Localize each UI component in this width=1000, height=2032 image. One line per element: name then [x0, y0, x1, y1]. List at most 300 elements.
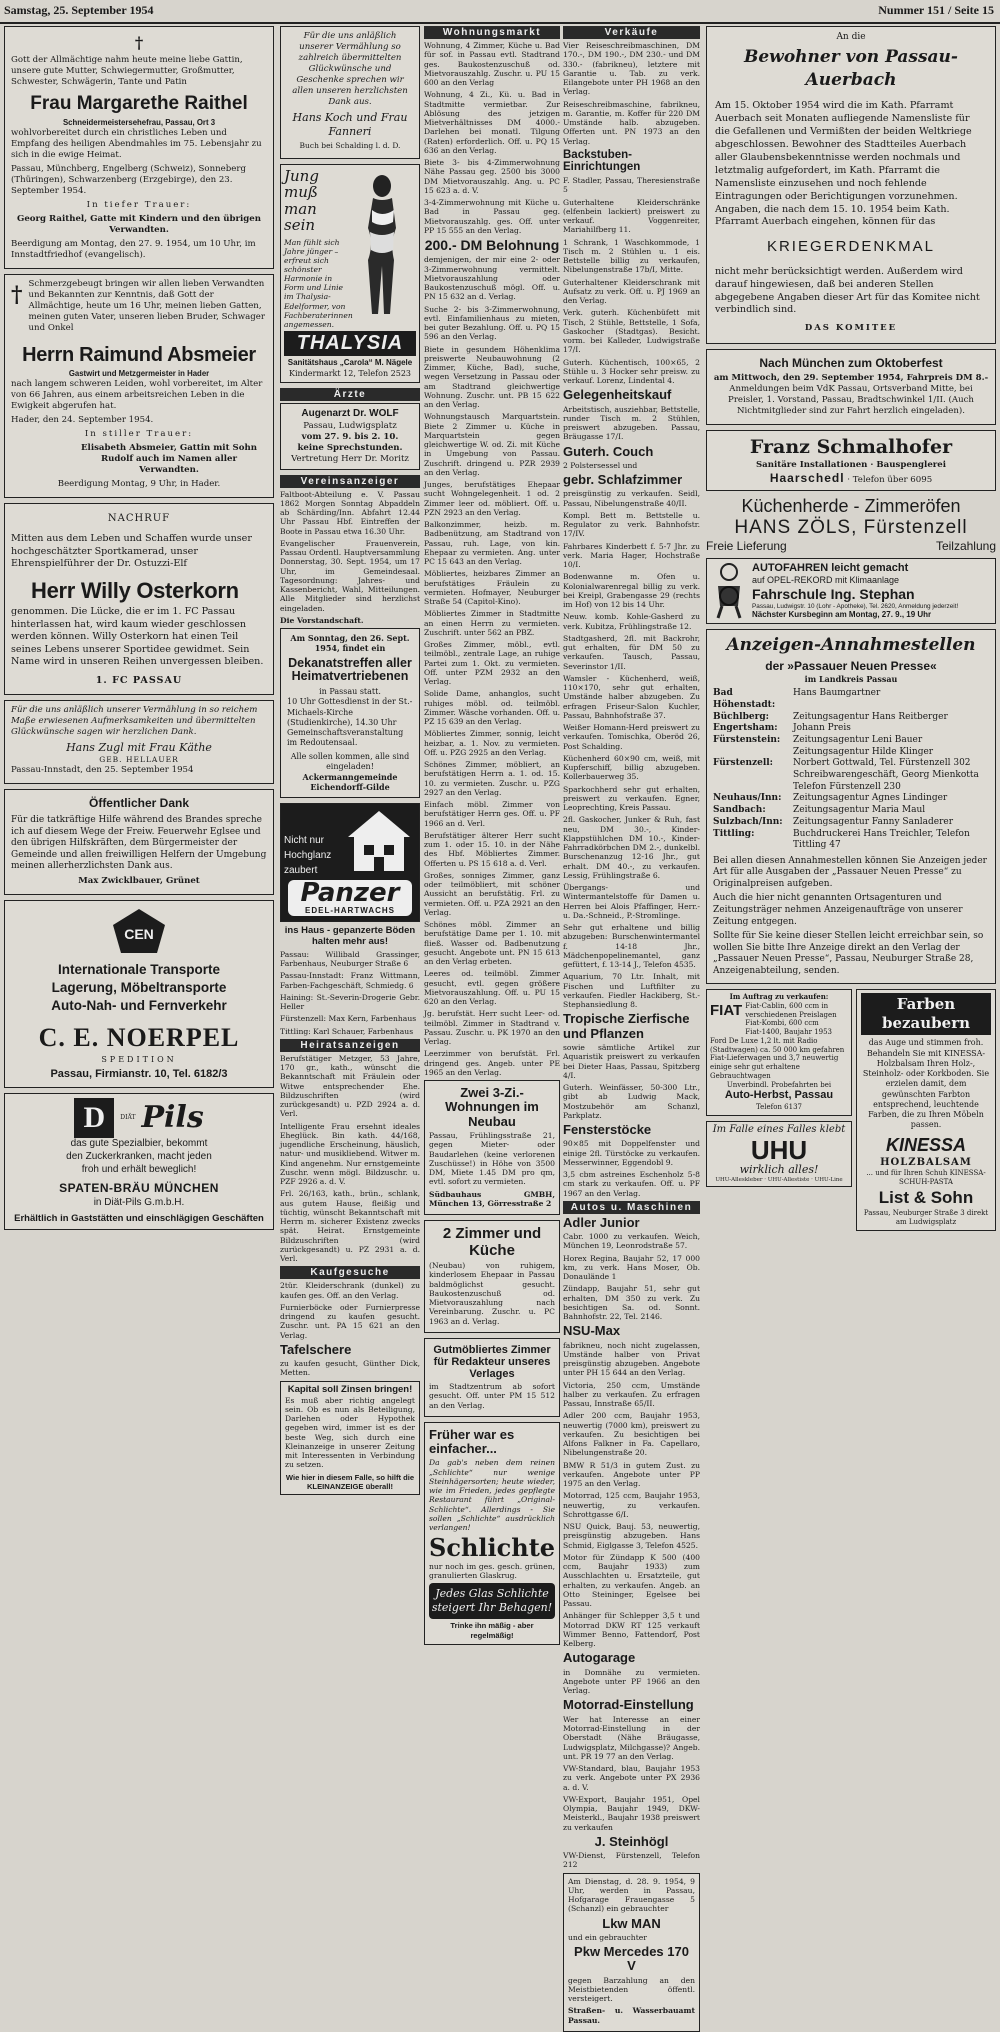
column-1: [4, 26, 274, 1400]
housing-ad: Balkonzimmer, heizb. m. Badbenützung, am Stadtrand von Passau, ruh. Lage, von kin. Ehepaar zu vermieten. Ang. unter PC 15 643 an den Verlag.: [424, 520, 560, 567]
sale-ad: Aquarium, 70 Ltr. Inhalt, mit Fischen und Luftfilter zu verkaufen. Fiedler Hackiberg, St.-Stephansiedlung 8.: [563, 972, 700, 1010]
annahme-town: Fürstenzell:: [713, 758, 774, 769]
annahme-town: Tittling:: [713, 828, 755, 839]
oktoberfest-date: am Mittwoch, den 29. September 1954, Fahrpreis DM 8.-: [713, 373, 989, 384]
annahme-row: [713, 735, 989, 747]
sale-ad: Motor für Zündapp K 500 (400 ccm, Baujahr 1933) zum Ausschlachten u. Ersatzteile, gut erhalten, zu verkaufen. Angeb. an Otto Steininger, Egelsee bei Passau.: [563, 1552, 700, 1609]
annahme-town: Neuhaus/Inn:: [713, 793, 782, 804]
cross-icon: †: [11, 281, 23, 308]
zwei-wohnungen-company: Südbauhaus GMBH, München 13, Görresstraße 2: [429, 1189, 555, 1208]
sale-ad: Übergangs- und Wintermantelstoffe für Damen u. Herren bei Alois Pfaffinger, Herr.- u. Da.-Schneid., P.-Stromlinge.: [563, 883, 700, 920]
housing-ad: Leeres od. teilmöbl. Zimmer gesucht, evtl. gegen größere Mietvorauszahlung. Off. u. PU 15 620 an den Verlag.: [424, 969, 560, 1007]
annahme-text: Sollte für Sie keine dieser Stellen leicht erreichbar sein, so wollen Sie bitte Ihre Anzeige direkt an den Verlag der „Passauer Neuen Presse“, Passau, Neuburger Straße 28, Anzeigenabteilung, senden.: [713, 931, 984, 976]
fahrschule-line-1: AUTOFAHREN leicht gemacht: [752, 561, 909, 574]
annahme-agency: Zeitungsagentur Fanny Sanladerer: [793, 816, 954, 827]
redakteur-zimmer-text: im Stadtzentrum ab sofort gesucht. Off. unter PM 15 512 an den Verlag.: [429, 1382, 555, 1410]
public-thanks-title: Öffentlicher Dank: [88, 795, 190, 810]
sale-ad: Reiseschreibmaschine, fabrikneu, m. Garantie, m. Koffer für 220 DM Umstände halb. abzugeben. Offerten unt. PN 1973 an den Verlag.: [563, 99, 700, 146]
sale-ad: 2 Polstersessel und: [563, 460, 638, 470]
housing-ad: Schönes möbl. Zimmer an berufstätige Dame per 1. 10. mit fließ. Wasser od. Badbenutzung gesucht. Angebote unt. PN 15 613 an den Verlag erbeten.: [424, 920, 560, 967]
deceased-name: Frau Margarethe Raithel: [30, 93, 248, 115]
public-thanks-text: Für die tatkräftige Hilfe während des Brandes spreche ich auf diesem Wege der Freiw. Feuerwehr Eglsee und den übrigen Hilfskräften, dem Bürgermeister der Gemeinde und allen freiwilligen Helfern der Umgebung meinen allerherzlichsten Dank aus.: [11, 815, 267, 872]
panzer-dealer: Passau-Innstadt: Franz Wittmann, Farben-Fachgeschäft, Schmiedg. 6: [280, 971, 420, 990]
auction-pkw: Pkw Mercedes 170 V: [574, 1944, 689, 1974]
panzer-dealer: Fürstenzell: Max Kern, Farbenhaus: [280, 1014, 417, 1024]
kapital-text: Es muß aber richtig angelegt sein. Ob es nun als Beteiligung, Darlehen oder Hypothek gegeben wird, immer ist es der beste Weg, sich durch eine Kleinanzeige in unserer Zeitung mit Interessenten in Verbindung zu setzen.: [285, 1395, 415, 1470]
header-date: Samstag, 25. September 1954: [4, 3, 154, 17]
sale-heading: Autogarage: [563, 1650, 636, 1666]
kinessa-title: Farben bezaubern: [861, 993, 991, 1035]
obituary-places: Passau, Münchberg, Engelberg (Schweiz), Sonneberg (Thüringen), Schwarzenberg (Erzgebirge), den 23. September 1954.: [11, 163, 246, 196]
annahme-town: Büchlberg:: [713, 711, 769, 722]
meeting-place: in Passau statt.: [319, 687, 381, 697]
diaet-label: DIÄT: [120, 1114, 136, 1122]
sale-ad: Arbeitstisch, ausziehbar, Bettstelle, runder Tisch m. 2 Stühlen, preiswert abzugeben. Passau, Bräugasse 17/I.: [563, 404, 700, 442]
sale-ad: Bodenwanne m. Ofen u. Kolonialwarenregal billig zu verk. bei Kreipl, Grabengasse 29 (rechts im Hof) von 12 bis 14 Uhr.: [563, 572, 700, 610]
section-kaufgesuche: Kaufgesuche: [280, 1266, 420, 1279]
redakteur-zimmer-title: Gutmöbliertes Zimmer für Redakteur unseres Verlages: [433, 1343, 551, 1380]
ad-kinessa: [856, 989, 996, 1231]
sale-ad: Sehr gut erhaltene und billig abzugeben: Burschenwintermantel f. 14-18 Jhr., Mädchenpopelinemantel, ganz gefüttert, f. 13-14 J., Telefon 4535.: [563, 923, 700, 970]
marriage-ad: Intelligente Frau ersehnt ideales Eheglück. Bin kath. 44/168, jugendliche Erscheinung, häuslich, natur- und musikliebend. Witwer m. Kind angenehm. Nur ernstgemeinte Zuschr. wenn mögl. Bildzuschr. u. PZF 2926 a. d. V.: [280, 1121, 420, 1186]
sale-heading: J. Steinhögl: [594, 1833, 669, 1849]
housing-ad: Wohnungstausch Marquartstein. Biete 2 Zimmer u. Küche in Marquartstein gegen gleichwertige W. od. Zi. mit Küche in Umgebung von Passau. Zuschrift. dringend u. PZR 2939 an den Verlag.: [424, 412, 560, 477]
ad-kapital: [280, 1381, 420, 1496]
column-3: [424, 26, 560, 1641]
housing-ad: Großes, sonniges Zimmer, ganz oder teilmöbliert, mit schöner Aussicht an berufstätig. Frl. zu vermieten. Off. u. PZA 2921 an den Verlag.: [424, 870, 560, 917]
ad-augenarzt: [280, 403, 420, 470]
sale-heading: Adler Junior: [563, 1214, 640, 1230]
sale-ad: BMW R 51/3 in gutem Zust. zu verkaufen. Angebote unter PP 1975 an den Verlag.: [563, 1460, 700, 1489]
sale-ad: Guterh. Weinfässer, 50-300 Ltr., gibt ab Ludwig Mack, Mostzubehör am Schanzl, Parkplatz.: [563, 1083, 700, 1120]
annahme-row: [713, 817, 989, 829]
obituary-osterkorn: [4, 503, 274, 695]
sale-ads-list: [563, 176, 700, 385]
sale-heading: gebr. Schlafzimmer: [563, 472, 683, 488]
pils-text-2: den Zuckerkranken, macht jeden: [66, 1150, 212, 1162]
noerpel-line-3: Auto-Nah- und Fernverkehr: [51, 998, 227, 1014]
pils-text-3: froh und erhält beweglich!: [81, 1163, 197, 1175]
house-icon: [344, 807, 414, 875]
deceased-occupation: Gastwirt und Metzgermeister in Hader: [68, 369, 210, 379]
housing-ad: Suche 2- bis 3-Zimmerwohnung, evtl. Einfamilienhaus zu mieten, bei guter Bezahlung. Off. u. PQ 15 596 an den Verlag.: [424, 304, 560, 342]
auction-authority: Straßen- u. Wasserbauamt Passau.: [568, 2006, 695, 2025]
annahme-agency: Zeitungsagentur Agnes Lindinger: [793, 793, 948, 804]
housing-ad: Möbliertes, heizbares Zimmer an berufstätiges Fräulein zu vermieten. Hofmayer, Neuburger Straße 54 (Capitol-Kino).: [424, 569, 560, 607]
annahme-agency: Hans Baumgartner: [793, 688, 881, 699]
pils-footer: Erhältlich in Gaststätten und einschlägigen Geschäften: [14, 1212, 264, 1224]
section-vereinsanzeiger: Vereinsanzeiger: [280, 475, 420, 488]
panzer-text-1: Nicht nur: [284, 834, 325, 846]
fiat-phone: Telefon 6137: [755, 1103, 802, 1112]
noerpel-line-1: Internationale Transporte: [57, 961, 221, 977]
sale-ad: in Domnähe zu vermieten. Angebote unter PF 1966 an den Verlag.: [563, 1667, 700, 1696]
club-ad-signature: Die Vorstandschaft.: [280, 615, 364, 625]
public-thanks-signature: Max Zwicklbauer, Grünet: [78, 875, 200, 886]
sale-ad: VW-Standard, blau, Baujahr 1953 zu verk. Angebote unter PX 2936 a. d. V.: [563, 1764, 700, 1792]
ad-fiat: [706, 989, 852, 1116]
sale-ad: Sparkochherd sehr gut erhalten, preiswert zu verkaufen. Egner, Leoprechting, Kreis Passau.: [563, 784, 700, 813]
annahme-agency: Zeitungsagentur Maria Maul: [793, 805, 926, 816]
meeting-invite: Alle sollen kommen, alle sind eingeladen!: [290, 751, 410, 771]
diaet-d-logo-icon: D: [74, 1098, 114, 1138]
noerpel-spedition: SPEDITION: [101, 1054, 177, 1064]
mourners: Elisabeth Absmeier, Gattin mit Sohn Rudolf auch im Namen aller Verwandten.: [81, 443, 257, 476]
doctor-dates: vom 27. 9. bis 2. 10.: [301, 431, 399, 442]
zoels-line-2: HANS ZÖLS, Fürstenzell: [734, 516, 968, 538]
sale-ad: Adler 200 ccm, Baujahr 1953, neuwertig (7000 km), preiswert zu verkaufen. Zu besichtigen bei Alfons Falkner in Fa. Capellaro, Nibelungenstraße 20.: [563, 1411, 700, 1458]
uhu-script: Im Falle eines Falles klebt: [712, 1123, 846, 1135]
thanks-maiden-name: GEB. HELLAUER: [99, 755, 179, 765]
wanted-ad: Furnierböcke oder Furnierpresse dringend zu kaufen gesucht. Zuschr. unt. PA 15 621 an den Verlag.: [280, 1302, 420, 1340]
panzer-dealer: Passau: Willibald Grassinger, Farbenhaus, Neuburger Straße 6: [280, 949, 420, 968]
fiat-item: Fiat-Kombi, 600 ccm: [745, 1019, 819, 1028]
wanted-ad: 2tür. Kleiderschrank (dunkel) zu kaufen ges. Off. an den Verlag.: [280, 1281, 420, 1300]
panzer-text-2: Hochglanz: [284, 849, 332, 861]
fahrschule-name: Fahrschule Ing. Stephan: [752, 585, 915, 602]
annahme-agency: Buchdruckerei Hans Treichler, Telefon Tittling 47: [793, 828, 970, 851]
doctor-name: Augenarzt Dr. WOLF: [301, 407, 399, 419]
ad-zoels: [706, 496, 996, 553]
obituary-text: Mitten aus dem Leben und Schaffen wurde unser hochgeschätzter Sportkamerad, unser Ehrenspielführer der Dr. Ostuzzi-Elf: [11, 533, 252, 570]
mourners: Georg Raithel, Gatte mit Kindern und den übrigen Verwandten.: [16, 213, 261, 235]
panzer-brand: Panzer: [300, 877, 400, 908]
mourning-heading: In stiller Trauer:: [84, 429, 194, 440]
obituary-text: Schmerzgebeugt bringen wir allen lieben Verwandten und Bekannten zur Kenntnis, daß Gott der Allmächtige, heute um 16 Uhr, meinen lieben Gatten, meinen guten Vater, unseren lieben Bruder, Schwager und Onkel: [28, 278, 265, 333]
section-wohnungsmarkt: Wohnungsmarkt: [424, 26, 560, 39]
zwei-zimmer-text: (Neubau) von ruhigem, kinderlosem Ehepaar in Passau baldmöglichst gesucht. Baukostenzuschuß od. Mietvorauszahlung nach Vereinbarung. Zuschr. u. PC 1963 an d. Verlag.: [429, 1261, 555, 1326]
sale-heading: Motorrad-Einstellung: [563, 1697, 694, 1713]
annahme-town: [713, 747, 793, 759]
sale-ad: sowie sämtliche Artikel zur Aquaristik preiswert zu verkaufen bei Dieter Haas, Passau, Spitzberg 4/I.: [563, 1043, 700, 1080]
meeting-organizer-1: Ackermanngemeinde: [302, 772, 398, 783]
obituary-signature: 1. FC PASSAU: [95, 674, 183, 686]
auerbach-text: Am 15. Oktober 1954 wird die im Kath. Pfarramt Auerbach seit Monaten aufliegende Namensliste für die Gefallenen und Vermißten der beiden Weltkriege abgeschlossen. Bewohner des Stadtteiles Auerbach aller Glaubensbekenntnisse werden nochmals und letztmalig aufgefordert, im Kath. Pfarramt die Namensliste einzusehen und noch fehlende Eintragungen oder Berichtigungen vorzunehmen. Angaben, die nach dem 15. 10. 1954 beim Kath. Pfarramt Auerbach eingehen, können für das: [715, 100, 972, 228]
mourning-heading: In tiefer Trauer:: [86, 199, 192, 210]
annahme-row: [713, 805, 989, 817]
housing-ad: Junges, berufstätiges Ehepaar sucht Wohngelegenheit. 1 od. 2 Zimmer leer od. möbliert. Off. u. PZN 2923 an den Verlag.: [424, 480, 560, 517]
sale-ad: preisgünstig zu verkaufen. Seidl, Passau, Nibelungenstraße 40/II.: [563, 489, 700, 508]
reward-heading: 200.- DM Belohnung: [424, 237, 560, 253]
sale-ad: Victoria, 250 ccm, Umstände halber zu verkaufen. Zu erfragen Passau, Innstraße 65/II.: [563, 1380, 700, 1409]
fiat-item: Fiat-Lieferwagen und 3,7 neuwertig einige sehr gut erhaltene Gebrauchtwagen: [710, 1054, 839, 1080]
annahme-text: Auch die hier nicht genannten Ortsagenturen und Zeitungsträger nehmen Anzeigenaufträge von unserer Zeitung entgegen.: [713, 893, 963, 927]
sale-ad: Stadtgasherd, 2fl. mit Backrohr, gut erhalten, für DM 50 zu verkaufen. Tausch, Passau, Severinstor 1/II.: [563, 633, 700, 671]
annahme-list: [713, 688, 989, 852]
panzer-dealer: Tittling: Karl Schauer, Farbenhaus: [280, 1026, 414, 1036]
ad-panzer: [280, 803, 420, 922]
thalysia-script: Jung muß man sein: [284, 166, 319, 235]
annahme-agency: Zeitungsagentur Hilde Klinger: [793, 746, 934, 757]
meeting-title: Dekanatstreffen aller Heimatvertriebenen: [288, 655, 412, 684]
housing-ad: Möbliertes Zimmer in Stadtmitte an einen Herrn zu vermieten. Zuschrift. unter 562 an PBZ.: [424, 609, 560, 637]
ad-redakteur-zimmer: [424, 1338, 560, 1417]
panzer-dealers: [280, 950, 420, 1036]
ad-diaet-pils: [4, 1093, 274, 1230]
sale-ad: Guterhaltene Kleiderschränke (elfenbein lackiert) preiswert zu verkauf. Voggenreiter, Mariahilfberg 11.: [563, 197, 700, 235]
kinessa-sub-2: ... und für Ihren Schuh KINESSA-SCHUH-PASTA: [866, 1169, 986, 1187]
pils-distributor: in Diät-Pils G.m.b.H.: [93, 1196, 185, 1208]
public-thanks: [4, 789, 274, 895]
zoels-installments: Teilzahlung: [935, 538, 996, 553]
fiat-item: Unverbindl. Probefahrten bei: [726, 1080, 832, 1089]
wanted-ad: zu kaufen gesucht, Günther Dick, Metten.: [280, 1359, 420, 1378]
obituary-absmeier: [4, 274, 274, 499]
oktoberfest-text: Anmeldungen beim VdK Passau, Ortsverband Mitte, bei Preisler, 1. Vorstand, Passau, Bradtschwinkel 1/II. (Auch Nichtmitglieder sind zur Fahrt herzlich eingeladen).: [728, 384, 974, 417]
annahme-row: [713, 723, 989, 735]
thanks-text: Für die uns anläßlich unserer Vermählung in so reichem Maße erwiesenen Aufmerksamkeiten und übermittelten Glückwünsche sagen wir herzlichen Dank.: [11, 705, 258, 738]
annahme-row: [713, 793, 989, 805]
sale-ad: 1 Schrank, 1 Waschkommode, 1 Tisch m. 2 Stühlen u. 1 eis. Bettstelle billig zu verkaufen, Nibelungenstraße 17b/I, Mitte.: [563, 237, 700, 275]
ad-uhu: [706, 1121, 852, 1187]
section-verkaeufe: Verkäufe: [563, 26, 700, 39]
thanks-koch: [280, 26, 420, 159]
notice-auerbach: [706, 26, 996, 344]
annahme-row: [713, 758, 989, 793]
deceased-name: Herr Willy Osterkorn: [31, 577, 239, 603]
fahrschule-course: Nächster Kursbeginn am Montag, 27. 9., 19 Uhr: [752, 610, 932, 620]
obituary-text: Gott der Allmächtige nahm heute meine liebe Gattin, unsere gute Mutter, Schwiegermutter, Großmutter, Schwester, Schwägerin, Tante und Patin: [11, 55, 243, 88]
sale-ad: Neuw. komb. Kohle-Gasherd zu verk. Kubitza, Frühlingstraße 12.: [563, 612, 700, 631]
column-4: [563, 26, 700, 2025]
schlichte-text: Da gab's neben dem reinen „Schlichte“ nur wenige Steinhägersorten; heute wieder, wie im Frieden, jedes gepflegte Restaurant führt „Original-Schlichte“. Allerdings - Sie sollen „Schlichte“ ausdrücklich verlangen!: [429, 1458, 555, 1533]
noerpel-line-2: Lagerung, Möbeltransporte: [51, 979, 227, 995]
annahme-agency: Johann Preis: [793, 723, 851, 734]
sale-ad: Cabr. 1000 zu verkaufen. Weich, München 19, Leonrodstraße 57.: [563, 1232, 700, 1251]
housing-ad: Wohnung, 4 Zimmer, Küche u. Bad für sof. in Passau evtl. Stadtrand ges. Baukostenzuschuß od. Mietvorauszahlg. Zuschr. u. PU 15 600 an den Verlag: [424, 41, 560, 87]
column-2: [280, 26, 420, 1492]
doctor-address: Passau, Ludwigsplatz: [303, 420, 397, 431]
wanted-heading: Tafelschere: [280, 1341, 352, 1357]
schmalhofer-name: Franz Schmalhofer: [749, 436, 953, 459]
thanks-place: Buch bei Schalding l. d. D.: [299, 141, 401, 151]
auerbach-title: Bewohner von Passau-Auerbach: [744, 47, 958, 91]
cen-logo-icon: [109, 907, 169, 957]
housing-ad: 3-4-Zimmerwohnung mit Küche u. Bad in Passau geg. Mietvorauszahlg. ges. Off. unter PP 15 555 an den Verlag.: [424, 198, 560, 235]
housing-ad: Biete 3- bis 4-Zimmerwohnung Nähe Passau geg. 2500 bis 3000 DM Mietvorauszahlg. Ang. u. PC 15 623 a. d. V.: [424, 158, 560, 195]
section-heiratsanzeigen: Heiratsanzeigen: [280, 1039, 420, 1052]
annahme-sub: der »Passauer Neuen Presse«: [765, 658, 937, 673]
column-5: [706, 26, 996, 1400]
auerbach-text-2: nicht mehr berücksichtigt werden. Außerdem wird darauf hingewiesen, daß bei anderen Stellen abgegebene Angaben dieser Art für das Komitee nicht verbindlich sind.: [715, 265, 980, 316]
auction-text: Am Dienstag, d. 28. 9. 1954, 9 Uhr, werden in Passau, Hofgarage Frauengasse 5 (Schanzl) ein gebrauchter: [568, 1876, 695, 1914]
obituary-place: Hader, den 24. September 1954.: [11, 415, 154, 426]
sale-ad: Wamsler - Küchenherd, weiß, 110×170, sehr gut erhalten, Umstände halber abzugeben. Zu erfragen Friseur-Salon Kuchler, Passau, Bahnhofstraße 37.: [563, 673, 700, 720]
pils-brewery: SPATEN-BRÄU MÜNCHEN: [59, 1181, 219, 1196]
annahme-town: Sandbach:: [713, 805, 766, 816]
schmalhofer-town: Haarschedl: [769, 470, 845, 485]
sale-ad: VW-Export, Baujahr 1951, Opel Olympia, Baujahr 1949, DKW-Meisterkl., Baujahr 1938 preiswert zu verkaufen: [563, 1794, 700, 1832]
sale-heading: NSU-Max: [563, 1323, 621, 1339]
ad-fahrschule: [706, 558, 996, 624]
page-header: [0, 0, 1000, 24]
club-ad: Faltboot-Abteilung e. V. Passau 1862 Morgen Sonntag Abpaddeln ab Schärding/Inn. Abfahrt 12.44 Uhr Passau Hbf. Eintreffen der Boote in Passau etwa 16.30 Uhr.: [280, 489, 420, 536]
fahrschule-address: Passau, Ludwigstr. 10 (Lohr - Apotheke), Tel. 2620, Anmeldung jederzeit!: [752, 602, 959, 610]
sale-ad: Guterhaltener Kleiderschrank mit Aufsatz zu verk. Off. u. PJ 1969 an den Verlag.: [563, 277, 700, 306]
obituary-text: wohlvorbereitet durch ein christliches Leben und Empfang des heiligen Abendmahles im 75. Lebensjahr zu sich in die ewige Heimat.: [11, 127, 262, 160]
nachruf-title: NACHRUF: [107, 513, 171, 525]
annahme-row: [713, 688, 989, 711]
sale-ad: Weißer Homann-Herd preiswert zu verkaufen. Tomischka, Oberöd 26, Post Schalding.: [563, 723, 700, 751]
ad-heimatvertriebene: [280, 628, 420, 797]
housing-ad: Biete in gesundem Höhenklima preiswerte Neubauwohnung (2 Zimmer, Küche, Bad), suche, wegen Versetzung in Passau oder am Stadtrand gleichwertige Wohnung. Zuschr. unt. PB 15 622 an den Verlag.: [424, 344, 560, 410]
ad-noerpel: [4, 900, 274, 1088]
obituary-text: genommen. Die Lücke, die er im 1. FC Passau hinterlassen hat, wird kaum wieder geschlossen werden können. Willy Osterkorn hat einen Teil seines Lebens unserer Sportidee gewidmet. Sein Name wird in unseren Reihen unvergessen bleiben.: [11, 606, 264, 668]
sale-ad: Guterh. Küchentisch, 100×65, 2 Stühle u. 3 Hocker sehr preisw. zu verkauf. Lorenz, Lindental 4.: [563, 357, 700, 386]
svg-text:CEN: CEN: [124, 925, 154, 942]
auerbach-pre: An die: [836, 32, 866, 42]
panzer-tagline: ins Haus - gepanzerte Böden halten mehr aus!: [284, 924, 416, 947]
kapital-title: Kapital soll Zinsen bringen!: [287, 1383, 413, 1395]
thalysia-text: Man fühlt sich Jahre jünger – erfreut sich schönster Harmonie in Form und Linie im Thalysia-Edelformer, von Fachberaterinnen angemessen.: [284, 237, 353, 329]
kinessa-sub: HOLZBALSAM: [880, 1156, 972, 1168]
cross-icon: †: [134, 33, 144, 52]
noerpel-name: C. E. NOERPEL: [38, 1023, 240, 1053]
ad-versteigerung: [563, 1873, 700, 2032]
thanks-names: Hans Koch und Frau Fanneri: [292, 111, 408, 139]
sale-ad: Vier Reiseschreibmaschinen, DM 170.-, DM 190.-, DM 230.- und DM 330.- (fabrikneu), letztere mit Garantie u. Tab. zu verk. Eilangebote unter PH 1968 an den Verlag.: [563, 41, 700, 97]
annahme-sub-2: im Landkreis Passau: [804, 674, 898, 685]
sale-heading: Guterh. Couch: [563, 443, 654, 459]
noerpel-address: Passau, Firmianstr. 10, Tel. 6182/3: [50, 1067, 228, 1080]
sale-ad: Wer hat Interesse an einer Motorrad-Einstellung in der Oberstadt (Nähe Bräugasse, Ludwigsplatz, Milchgasse)? Angeb. unt. PR 19 77 an den Verlag.: [563, 1714, 700, 1761]
thanks-names: Hans Zugl mit Frau Käthe: [66, 741, 212, 755]
zoels-line-1: Küchenherde - Zimmeröfen: [741, 495, 961, 516]
thanks-place: Passau-Innstadt, den 25. September 1954: [11, 764, 194, 775]
kinessa-brand: KINESSA: [885, 1134, 966, 1155]
sale-ad: Küchenherd 60×90 cm, weiß, mit Kupferschiff, billig abzugeben. Kollerbauerweg 35.: [563, 753, 700, 782]
schmalhofer-phone: · Telefon über 6095: [847, 474, 933, 485]
fahrschule-line-2: auf OPEL-REKORD mit Klimaanlage: [752, 575, 900, 586]
schlichte-footer: Trinke ihn mäßig - aber regelmäßig!: [450, 1621, 534, 1641]
housing-ad: Leerzimmer von berufstät. Frl. dringend ges. Angeb. unter PE 1965 an den Verlag.: [424, 1049, 560, 1077]
ad-oktoberfest: [706, 349, 996, 425]
club-ad: Evangelischer Frauenverein, Passau Ordentl. Hauptversammlung Donnerstag, 30. Sept. 1954, um 17 Uhr, im Gemeindesaal. Tagesordnung: Jahres- und Kassenbericht, Wahl, Mitteilungen. Alle Mitglieder sind herzlichst eingeladen.: [280, 538, 420, 613]
woman-silhouette-icon: [346, 168, 412, 318]
zwei-zimmer-title: 2 Zimmer und Küche: [442, 1225, 542, 1259]
sale-ad: Verk. guterh. Küchenbüfett mit Tisch, 2 Stühle, Bettstelle, 1 Sofa, Gaskocher (Stadtgas). Besicht. vorm. bei Kalleder, Ludwigstraße 17/I.: [563, 308, 700, 355]
housing-ads-list: [424, 305, 560, 1078]
kinessa-shop: List & Sohn: [878, 1188, 974, 1208]
schlichte-slogan: Jedes Glas Schlichte steigert Ihr Behagen!: [429, 1583, 555, 1619]
fiat-intro: Im Auftrag zu verkaufen:: [729, 992, 829, 1002]
schlichte-sub: nur noch im ges. gesch. grünen, granulierten Glaskrug.: [429, 1561, 555, 1581]
fiat-item: Ford De Luxe 1,2 lt. mit Radio (Stadtwagen) ca. 50 000 km gefahren: [710, 1036, 845, 1054]
meeting-program: 10 Uhr Gottesdienst in der St.-Michaels-Kirche (Studienkirche), 14.30 Uhr Gemeinschaftsveranstaltung im Redoutensaal.: [287, 697, 413, 748]
housing-ad: Solide Dame, anhanglos, sucht ruhiges möbl. od. teilmöbl. Zimmer. Wäsche vorhanden. Off. u. PZ 15 639 an den Verlag.: [424, 689, 560, 727]
housing-ad: Wohnung, 4 Zi., Kü. u. Bad in Stadtmitte vermietbar. Zur Ablösung des jetzigen Mietverhältnisses DM 4000.- Darlehen bei monatl. Tilgung (Raten) erforderlich. Off. u. PQ 15 636 an den Verlag.: [424, 90, 560, 155]
funeral-info: Beerdigung Montag, 9 Uhr, in Hader.: [57, 479, 221, 490]
auerbach-signature: DAS KOMITEE: [804, 323, 898, 334]
zwei-wohnungen-text: Passau, Frühlingsstraße 21, gegen Mieter- oder Baudarlehen (keine verlorenen Zuschüsse!) in Höhe von 3500 DM, Miete 1.45 DM pro qm, evtl. sofort zu vermieten.: [429, 1131, 555, 1187]
marriage-ad: Berufstätiger Metzger, 53 Jahre, 170 gr., kath., wünscht die Bekanntschaft mit Fräulein oder Witwe entsprechender Ehe. Bildzuschriften (wird zurückgesandt) u. PZD 2924 a. d. Verl.: [280, 1053, 420, 1119]
annahme-town: Sulzbach/Inn:: [713, 816, 783, 827]
sale-ad: fabrikneu, noch nicht zugelassen, Umstände halber von Privat preisgünstig abzugeben. Angebote unter PH 15 644 an den Verlag.: [563, 1340, 700, 1378]
ad-zwei-zimmer: [424, 1220, 560, 1333]
housing-ad: Einfach möbl. Zimmer von berufstätiger Herrn ges. Off. u. PF 1966 an d. Verl.: [424, 800, 560, 828]
header-page-number: Nummer 151 / Seite 15: [878, 3, 994, 17]
uhu-brand: UHU: [750, 1134, 808, 1165]
obituary-raithel: [4, 26, 274, 269]
oktoberfest-title: Nach München zum Oktoberfest: [759, 355, 943, 370]
sale-ad: F. Stadler, Passau, Theresienstraße 5: [563, 176, 700, 195]
housing-ad: Schönes Zimmer, möbliert, an berufstätigen Herrn a. 1. od. 15. 10. zu vermieten. Zuschr. u. PZG 2927 an den Verlag.: [424, 760, 560, 797]
meeting-date: Am Sonntag, den 26. Sept. 1954, findet ein: [290, 633, 410, 654]
panzer-text-3: zaubert: [284, 864, 318, 876]
zoels-delivery: Freie Lieferung: [706, 538, 787, 553]
pils-title: Pils: [141, 1099, 204, 1135]
section-aerzte: Ärzte: [280, 388, 420, 401]
sale-ad: VW-Dienst, Fürstenzell, Telefon 212: [563, 1851, 700, 1870]
sale-ad: Fahrbares Kinderbett f. 5-7 Jhr. zu verk. Maria Hager, Hochstraße 10/I.: [563, 541, 700, 570]
fiat-dealer: Auto-Herbst, Passau: [724, 1089, 834, 1102]
annahme-town: Fürstenstein:: [713, 735, 781, 746]
deceased-occupation: Schneidermeistersehefrau, Passau, Ort 3: [62, 117, 216, 127]
ad-annahmestellen: [706, 629, 996, 984]
fiat-item: Fiat-Cablin, 600 ccm in verschiedenen Preislagen: [745, 1001, 837, 1019]
panzer-dealer: Haining: St.-Severin-Drogerie Gebr. Heller: [280, 992, 420, 1011]
housing-ad: demjenigen, der mir eine 2- oder 3-Zimmerwohnung vermittelt. Mietvorauszahlung oder Baukostenzuschuß mögl. Off. u. PN 15 632 an d. Verlag.: [424, 255, 560, 302]
sale-heading: Tropische Zierfische und Pflanzen: [563, 1011, 690, 1041]
ad-thalysia: [280, 164, 420, 383]
schlichte-headline: Früher war es einfacher...: [429, 1426, 515, 1457]
doctor-substitute: Vertretung Herr Dr. Moritz: [291, 453, 409, 464]
sale-ad: 2fl. Gaskocher, Junker & Ruh, fast neu, DM 30.-, Kinder-Klappstühlchen DM 10.-, Kinder-Fahrradkörbchen DM 2.-, dunkelbl. Burschenanzug 12-16 Jhr., gut erhalt. DM 40.-, zu verkaufen. Lessig, Frühlingstraße 6.: [563, 815, 700, 880]
annahme-title: Anzeigen-Annahmestellen: [726, 634, 976, 655]
sale-ad: Horex Regina, Baujahr 52, 17 000 km, zu verk. Hans Moser, Ob. Donaulände 1: [563, 1253, 700, 1282]
annahme-town: Bad Höhenstadt:: [713, 688, 776, 710]
annahme-text: Bei allen diesen Annahmestellen können Sie Anzeigen jeder Art für alle Ausgaben der „Passauer Neuen Presse“ zu Originalpreisen aufgeben.: [713, 855, 987, 889]
deceased-name: Herrn Raimund Absmeier: [22, 343, 256, 366]
panzer-sub: EDEL-HARTWACHS: [305, 905, 395, 915]
annahme-agency: Norbert Gottwald, Tel. Fürstenzell 302 Schreibwarengeschäft, Georg Mienkotta Telefon Fürstenzell 230: [793, 758, 979, 792]
annahme-row: [713, 747, 989, 759]
sale-ad: 90×85 mit Doppelfenster und einige 2fl. Türstöcke zu verkaufen. Messerwinner, Eggendobl 9.: [563, 1139, 700, 1167]
funeral-info: Beerdigung am Montag, den 27. 9. 1954, um 10 Uhr, im Innstadtfriedhof (evangelisch).: [11, 238, 256, 260]
sale-heading: Fensterstöcke: [563, 1122, 652, 1138]
kinessa-address: Passau, Neuburger Straße 3 direkt am Ludwigsplatz: [863, 1209, 989, 1226]
obituary-text: nach langem schweren Leiden, wohl vorbereitet, im Alter von 66 Jahren, aus einem arbeitsreichen Leben in die Ewigkeit abgerufen hat.: [11, 379, 263, 412]
sale-ad: 3,5 cbm astreines Eschenholz 5-8 cm stark zu verkaufen. Off. u. PF 1967 an den Verlag.: [563, 1170, 700, 1198]
annahme-row: [713, 829, 989, 852]
auction-text: gegen Barzahlung an den Meistbietenden öffentl. versteigert.: [568, 1975, 695, 2004]
thalysia-address: Kindermarkt 12, Telefon 2523: [289, 368, 411, 378]
fiat-brand: FIAT: [710, 1001, 743, 1019]
housing-ad: Großes Zimmer, möbl., evtl. teilmöbl., zentrale Lage, an ruhige Partei zum 1. Okt. zu vermieten. Off. unter PZM 2932 an den Verlag.: [424, 640, 560, 687]
auerbach-denkmal: KRIEGERDENKMAL: [766, 238, 936, 256]
sale-ad: Zündapp, Baujahr 51, sehr gut erhalten, DM 350 zu verk. Zu besichtigen Sa. od. Sonnt. Bahnhofstr. 22, Tel. 2146.: [563, 1284, 700, 1322]
pils-text-1: das gute Spezialbier, bekommt: [70, 1137, 208, 1149]
zwei-wohnungen-title: Zwei 3-Zi.-Wohnungen im Neubau: [445, 1085, 539, 1129]
housing-ad: Jg. berufstät. Herr sucht Leer- od. teilmöbl. Zimmer in Stadtrand v. Passau. Zuschr. u. PK 1970 an den Verlag.: [424, 1009, 560, 1047]
auction-text: und ein gebrauchter: [568, 1932, 647, 1942]
housing-ad: Möbliertes Zimmer, sonnig, leicht heizbar, a. 1. Nov. zu vermieten. Off. u. PZG 2925 an den Verlag.: [424, 729, 560, 757]
sale-heading: Backstuben-Einrichtungen: [563, 148, 641, 174]
meeting-organizer-2: Eichendorff-Gilde: [310, 782, 390, 793]
thanks-text: Für die uns anläßlich unserer Vermählung so zahlreich übermittelten Glückwünsche und Geschenke sprechen wir allen unseren herzlichsten Dank aus.: [292, 31, 408, 107]
uhu-tagline: wirklich alles!: [739, 1162, 819, 1176]
annahme-town: Engertsham:: [713, 723, 778, 734]
driver-figure-icon: [710, 562, 748, 620]
thalysia-brand: THALYSIA: [284, 331, 416, 357]
ad-zwei-wohnungen: [424, 1080, 560, 1215]
schlichte-brand: Schlichte: [429, 1533, 556, 1563]
sale-ads-list: [563, 1381, 700, 1649]
annahme-row: [713, 712, 989, 724]
sale-ads-list: [563, 511, 700, 1010]
schmalhofer-trade: Sanitäre Installationen · Bauspenglerei: [755, 459, 947, 470]
thalysia-shop: Sanitätshaus „Carola“ M. Nägele: [287, 358, 413, 368]
